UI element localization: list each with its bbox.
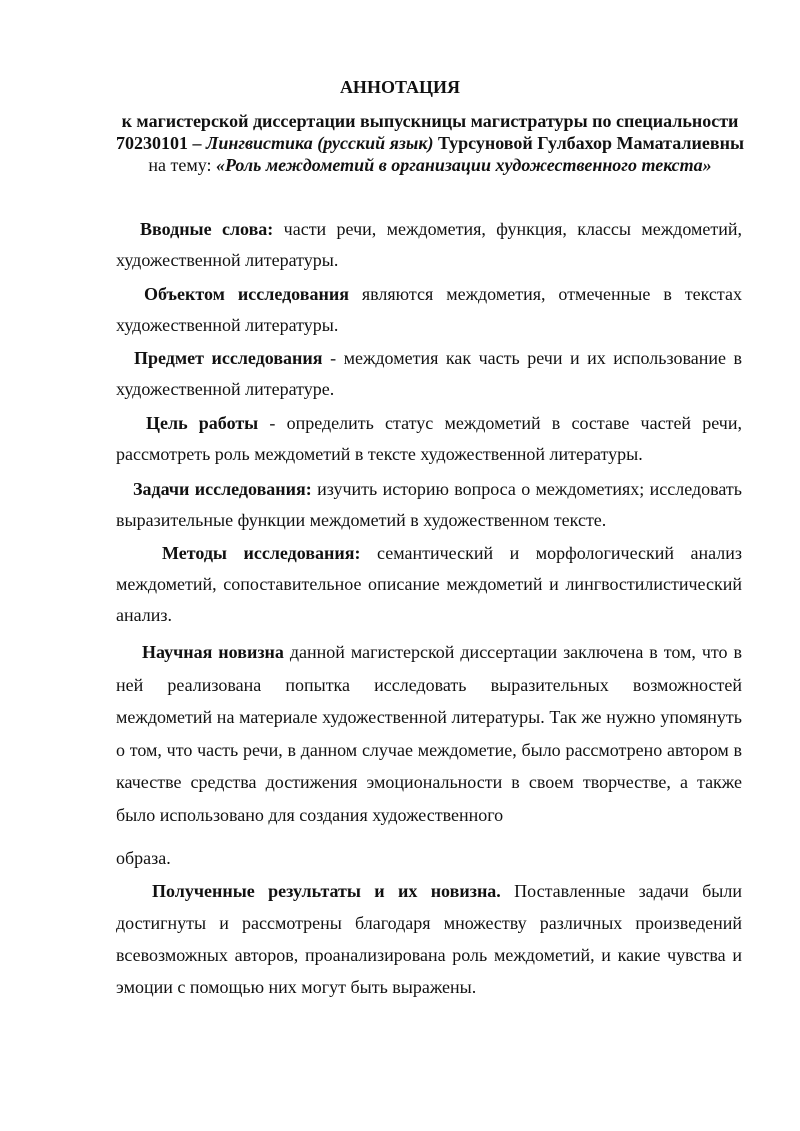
results-lead: Полученные результаты и их новизна. (152, 881, 501, 901)
page-title: АННОТАЦИЯ (339, 77, 461, 97)
tasks-paragraph (116, 474, 742, 536)
novelty-paragraph (116, 636, 742, 831)
object-paragraph (116, 279, 742, 341)
subject-paragraph (116, 343, 742, 405)
subtitle-part4: на тему: (148, 155, 216, 175)
novelty-text: данной магистерской диссертации заключена в том, что в ней реализована попытка исследовать выразительных возможностей междометий на материале художественной литературы. Так же нужно упомянуть о том, что часть речи, в данном случае междометие, было рассмотрено автором в качестве средства достижения эмоциональности в своем творчестве, а также было использовано для создания художественного (116, 642, 742, 825)
subtitle-part3: Турсуновой Гулбахор Маматалиевны (433, 133, 744, 153)
results-paragraph (116, 875, 742, 1003)
subtitle (110, 110, 750, 176)
tasks-text: изучить историю вопроса о междометиях; исследовать выразительные функции междометий в художественном тексте. (116, 479, 742, 530)
methods-lead: Методы исследования: (162, 543, 361, 563)
results-text: Поставленные задачи были достигнуты и рассмотрены благодаря множеству различных произведений всевозможных авторов, проанализирована роль междометий, и какие чувства и эмоции с помощью них могут быть выражены. (116, 881, 742, 997)
object-text: являются междометия, отмеченные в текстах художественной литературы. (116, 284, 742, 335)
keywords-text: части речи, междометия, функция, классы междометий, художественной литературы. (116, 219, 742, 270)
keywords-paragraph (116, 214, 742, 276)
methods-text: семантический и морфологический анализ междометий, сопоставительное описание междометий и лингвостилистический анализ. (116, 543, 742, 625)
goal-lead: Цель работы (146, 413, 259, 433)
novelty-tail: образа. (116, 848, 171, 868)
goal-paragraph (116, 408, 742, 470)
subject-lead: Предмет исследования (134, 348, 323, 368)
tasks-lead: Задачи исследования: (133, 479, 312, 499)
subject-text: - междометия как часть речи и их использование в художественной литературе. (116, 348, 742, 399)
subtitle-part5: «Роль междометий в организации художественного текста» (215, 155, 712, 175)
goal-text: - определить статус междометий в составе частей речи, рассмотреть роль междометий в тексте художественной литературы. (116, 413, 742, 464)
methods-paragraph (116, 538, 742, 631)
subtitle-part2: Лингвистика (русский язык) (206, 133, 434, 153)
keywords-lead: Вводные слова: (140, 219, 274, 239)
novelty-lead: Научная новизна (142, 642, 284, 662)
object-lead: Объектом исследования (144, 284, 349, 304)
subtitle-part1: к магистерской диссертации выпускницы магистратуры по специальности 70230101 – (116, 111, 739, 153)
